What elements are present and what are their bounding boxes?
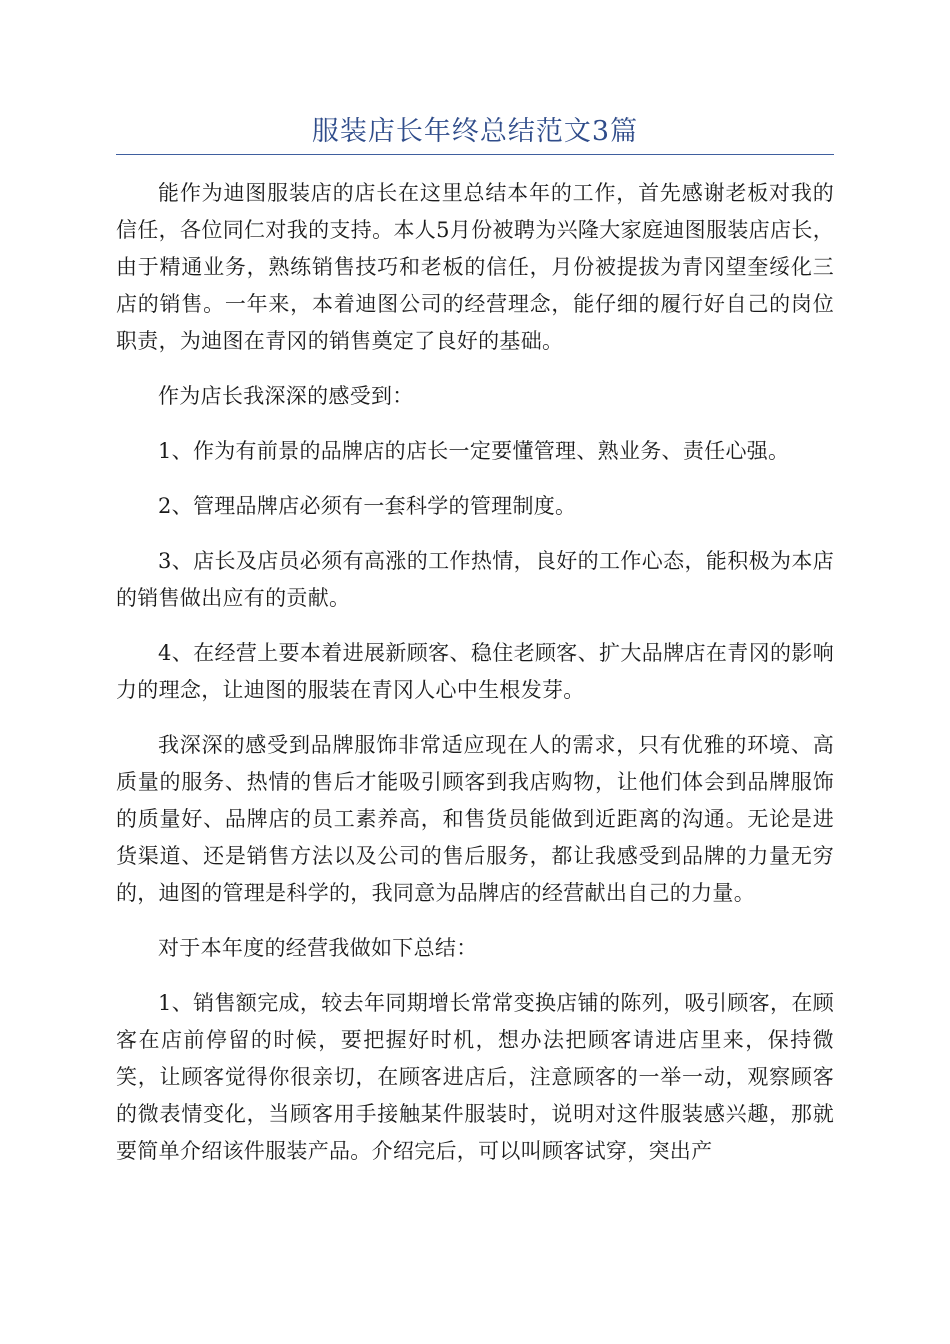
paragraph-point-3: 3、店长及店员必须有高涨的工作热情，良好的工作心态，能积极为本店的销售做出应有的贡献。 xyxy=(116,549,834,610)
paragraph-point-4: 4、在经营上要本着进展新顾客、稳住老顾客、扩大品牌店在青冈的影响力的理念，让迪图的服装在青冈人心中生根发芽。 xyxy=(116,641,834,702)
title-underline xyxy=(116,154,834,155)
paragraph-brand-reflection: 我深深的感受到品牌服饰非常适应现在人的需求，只有优雅的环境、高质量的服务、热情的售后才能吸引顾客到我店购物，让他们体会到品牌服饰的质量好、品牌店的员工素养高，和售货员能做到近距离的沟通。无论是进货渠道、还是销售方法以及公司的售后服务，都让我感受到品牌的力量无穷的，迪图的管理是科学的，我同意为品牌店的经营献出自己的力量。 xyxy=(116,733,834,905)
paragraph-point-1: 1、作为有前景的品牌店的店长一定要懂管理、熟业务、责任心强。 xyxy=(158,439,790,463)
paragraph-intro: 能作为迪图服装店的店长在这里总结本年的工作，首先感谢老板对我的信任，各位同仁对我的支持。本人5月份被聘为兴隆大家庭迪图服装店店长，由于精通业务，熟练销售技巧和老板的信任，月份被提拔为青冈望奎绥化三店的销售。一年来，本着迪图公司的经营理念，能仔细的履行好自己的岗位职责，为迪图在青冈的销售奠定了良好的基础。 xyxy=(116,181,834,353)
page-title: 服装店长年终总结范文3篇 xyxy=(311,116,639,147)
paragraph-point-2: 2、管理品牌店必须有一套科学的管理制度。 xyxy=(158,494,577,518)
document-body xyxy=(116,175,834,1188)
paragraph-summary-heading: 对于本年度的经营我做如下总结： xyxy=(158,936,478,960)
paragraph-feelings-heading: 作为店长我深深的感受到： xyxy=(158,384,414,408)
paragraph-summary-1: 1、销售额完成，较去年同期增长常常变换店铺的陈列，吸引顾客，在顾客在店前停留的时候，要把握好时机，想办法把顾客请进店里来，保持微笑，让顾客觉得你很亲切，在顾客进店后，注意顾客的一举一动，观察顾客的微表情变化，当顾客用手接触某件服装时，说明对这件服装感兴趣，那就要简单介绍该件服装产品。介绍完后，可以叫顾客试穿，突出产 xyxy=(116,991,834,1163)
